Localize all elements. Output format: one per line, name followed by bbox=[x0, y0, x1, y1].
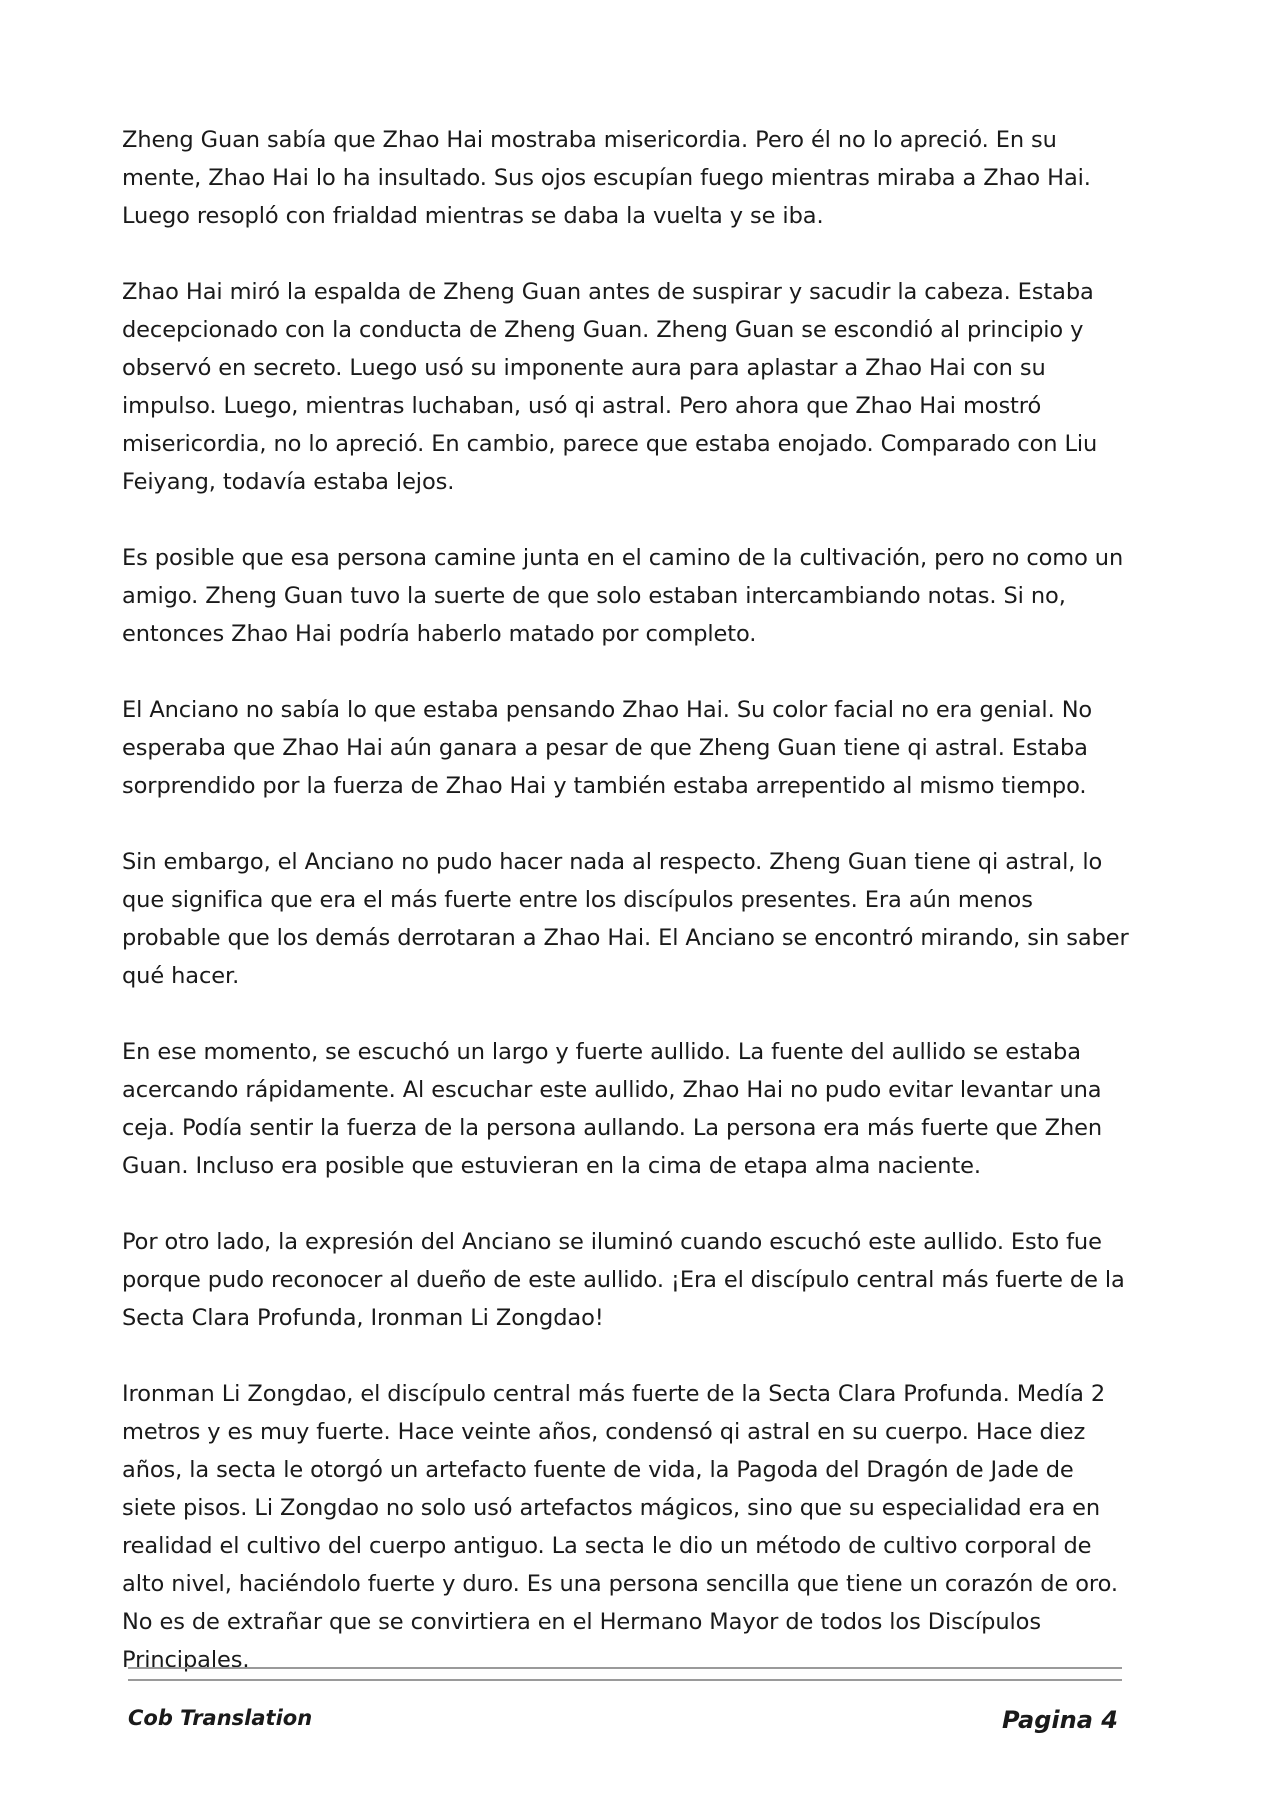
footer-divider-bottom bbox=[128, 1679, 1122, 1681]
footer-page-number: Pagina 4 bbox=[1002, 1706, 1118, 1734]
document-body bbox=[122, 121, 1130, 1717]
footer-divider-top bbox=[128, 1667, 1122, 1669]
paragraph-5: Sin embargo, el Anciano no pudo hacer nada al respecto. Zheng Guan tiene qi astral, lo que significa que era el más fuerte entre los discípulos presentes. Era aún menos probable que los demás derrotaran a Zhao Hai. El Anciano se encontró mirando, sin saber qué hacer. bbox=[122, 849, 1129, 989]
footer-translator-credit: Cob Translation bbox=[128, 1706, 313, 1730]
paragraph-1: Zheng Guan sabía que Zhao Hai mostraba misericordia. Pero él no lo apreció. En su mente, Zhao Hai lo ha insultado. Sus ojos escupían fuego mientras miraba a Zhao Hai. Luego resopló con frialdad mientras se daba la vuelta y se iba. bbox=[122, 127, 1091, 229]
paragraph-3: Es posible que esa persona camine junta en el camino de la cultivación, pero no como un amigo. Zheng Guan tuvo la suerte de que solo estaban intercambiando notas. Si no, entonces Zhao Hai podría haberlo matado por completo. bbox=[122, 545, 1124, 647]
paragraph-6: En ese momento, se escuchó un largo y fuerte aullido. La fuente del aullido se estaba acercando rápidamente. Al escuchar este aullido, Zhao Hai no pudo evitar levantar una ceja. Podía sentir la fuerza de la persona aullando. La persona era más fuerte que Zhen Guan. Incluso era posible que estuvieran en la cima de etapa alma naciente. bbox=[122, 1039, 1103, 1179]
paragraph-8: Ironman Li Zongdao, el discípulo central más fuerte de la Secta Clara Profunda. Medía 2 metros y es muy fuerte. Hace veinte años, condensó qi astral en su cuerpo. Hace diez años, la secta le otorgó un artefacto fuente de vida, la Pagoda del Dragón de Jade de siete pisos. Li Zongdao no solo usó artefactos mágicos, sino que su especialidad era en realidad el cultivo del cuerpo antiguo. La secta le dio un método de cultivo corporal de alto nivel, haciéndolo fuerte y duro. Es una persona sencilla que tiene un corazón de oro. No es de extrañar que se convirtiera en el Hermano Mayor de todos los Discípulos Principales. bbox=[122, 1381, 1118, 1673]
paragraph-7: Por otro lado, la expresión del Anciano se iluminó cuando escuchó este aullido. Esto fue porque pudo reconocer al dueño de este aullido. ¡Era el discípulo central más fuerte de la Secta Clara Profunda, Ironman Li Zongdao! bbox=[122, 1229, 1125, 1331]
paragraph-4: El Anciano no sabía lo que estaba pensando Zhao Hai. Su color facial no era genial. No esperaba que Zhao Hai aún ganara a pesar de que Zheng Guan tiene qi astral. Estaba sorprendido por la fuerza de Zhao Hai y también estaba arrepentido al mismo tiempo. bbox=[122, 697, 1093, 799]
paragraph-2: Zhao Hai miró la espalda de Zheng Guan antes de suspirar y sacudir la cabeza. Estaba decepcionado con la conducta de Zheng Guan. Zheng Guan se escondió al principio y observó en secreto. Luego usó su imponente aura para aplastar a Zhao Hai con su impulso. Luego, mientras luchaban, usó qi astral. Pero ahora que Zhao Hai mostró misericordia, no lo apreció. En cambio, parece que estaba enojado. Comparado con Liu Feiyang, todavía estaba lejos. bbox=[122, 279, 1098, 495]
